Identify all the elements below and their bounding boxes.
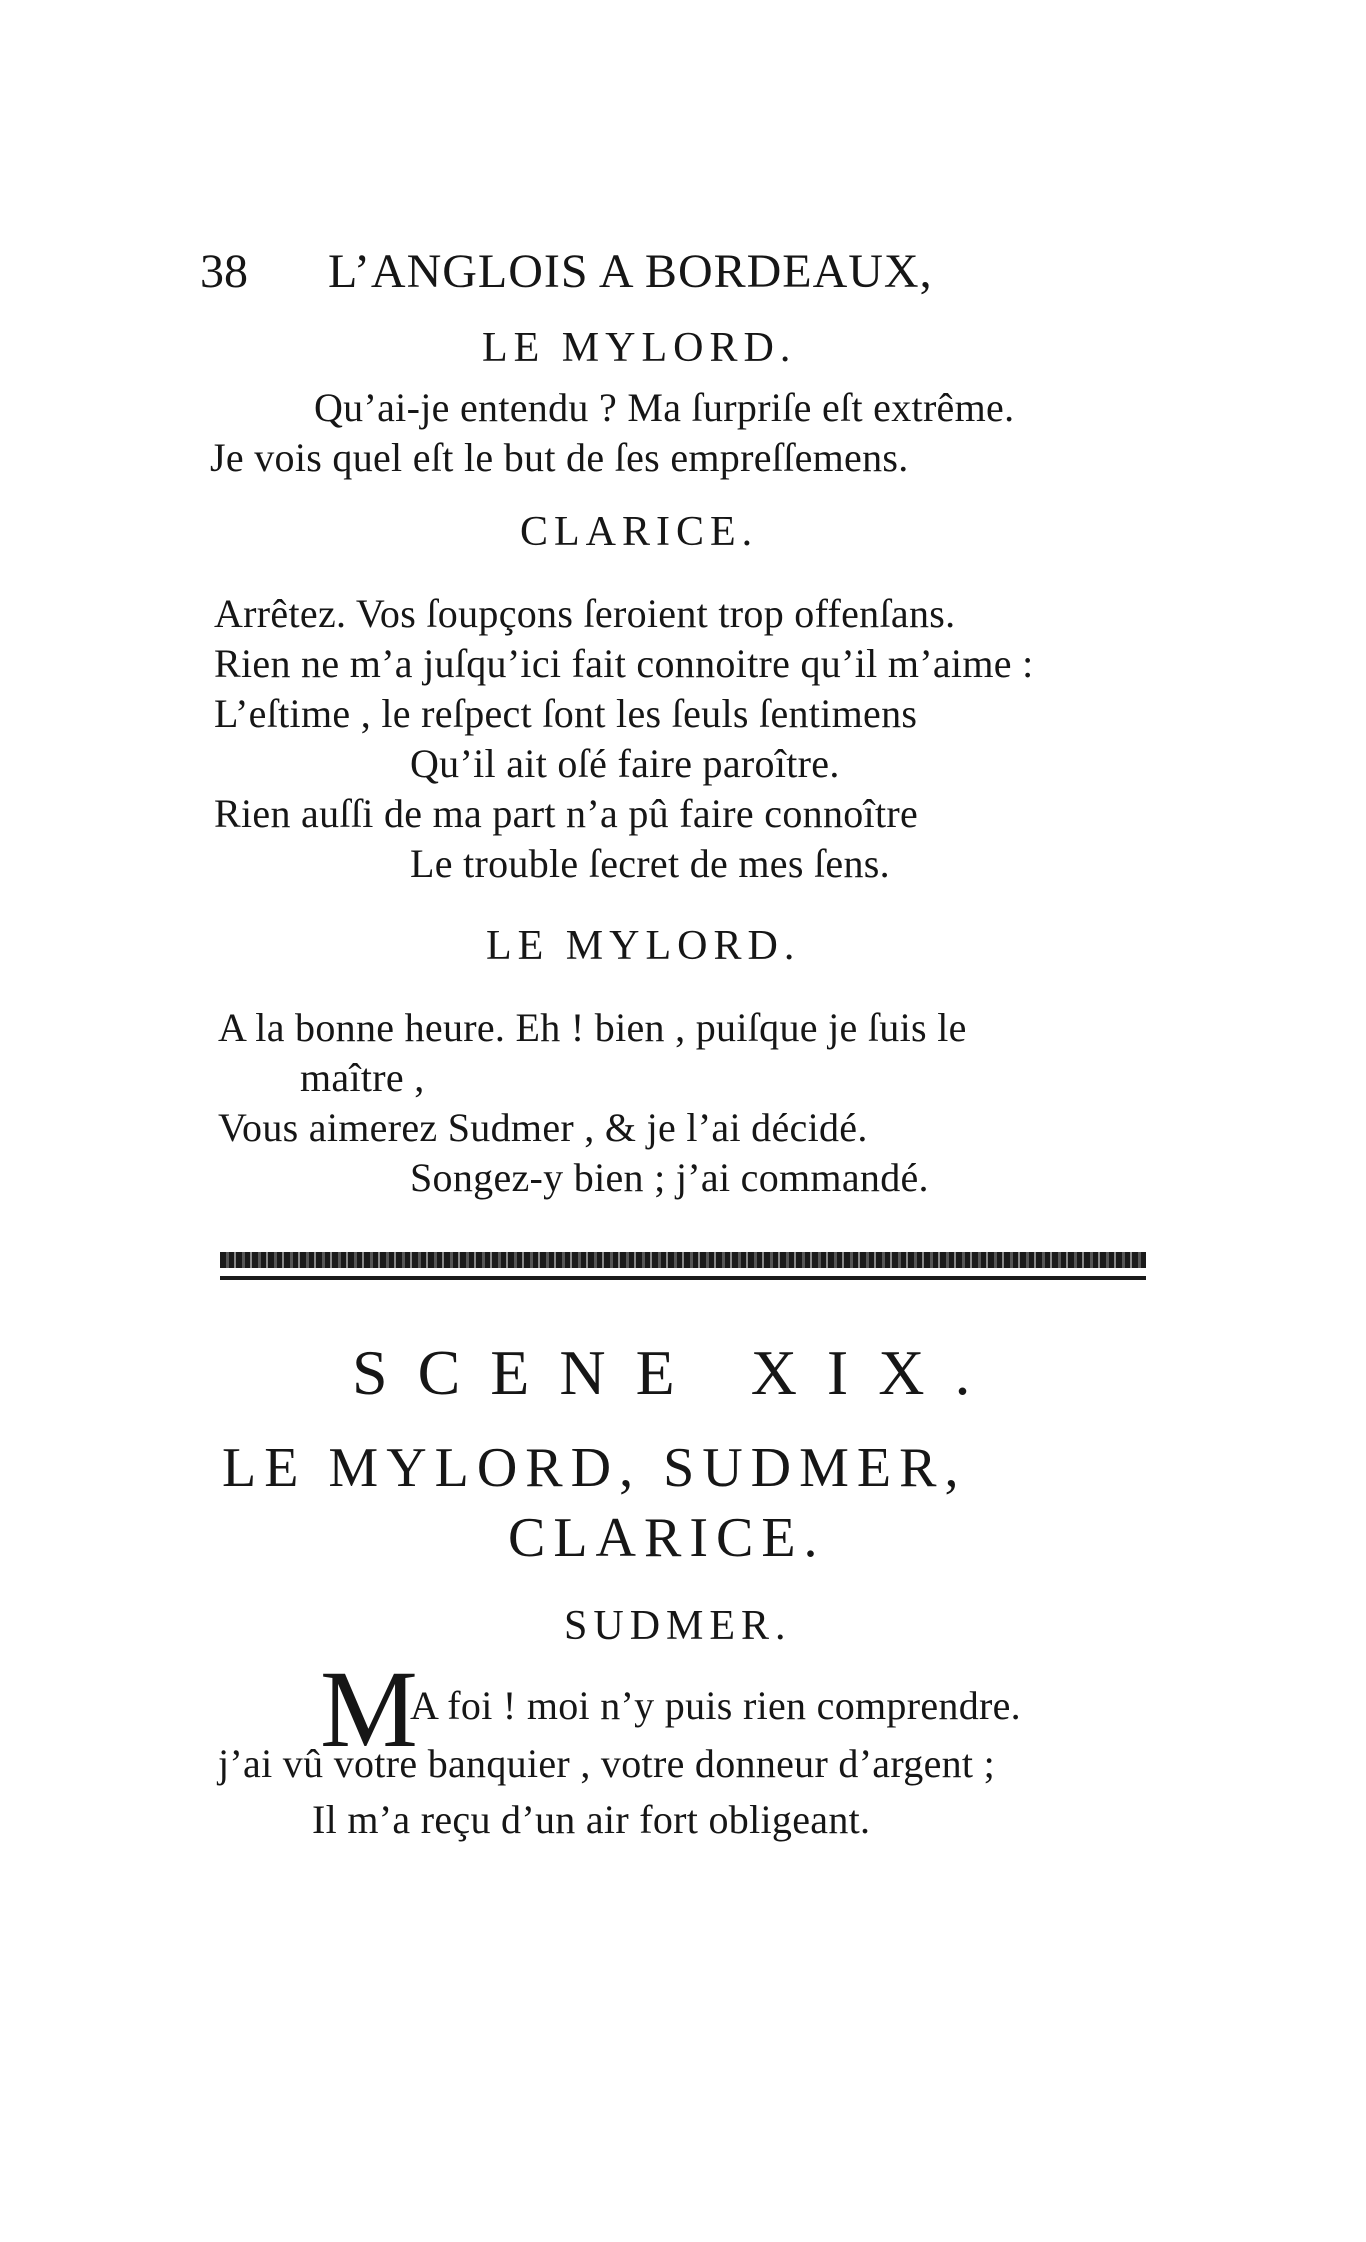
verse-line: A foi ! moi n’y puis rien comprendre.	[410, 1683, 1021, 1728]
drop-cap: M	[320, 1648, 418, 1770]
running-head: L’ANGLOIS A BORDEAUX,	[328, 245, 933, 298]
verse-line: Songez-y bien ; j’ai commandé.	[410, 1155, 929, 1200]
page-number: 38	[200, 245, 248, 298]
verse-line: Qu’il ait oſé faire paroître.	[410, 741, 840, 786]
divider-rule	[220, 1276, 1146, 1280]
verse-line: Je vois quel eſt le but de ſes empreſſemens.	[210, 435, 909, 480]
verse-line: Il m’a reçu d’un air fort obligeant.	[312, 1797, 871, 1842]
cast-list: CLARICE.	[508, 1507, 826, 1569]
verse-line: j’ai vû votre banquier , votre donneur d’argent ;	[218, 1741, 996, 1786]
verse-line: Rien auſſi de ma part n’a pû faire connoître	[214, 791, 919, 836]
verse-line: A la bonne heure. Eh ! bien , puiſque je ſuis le	[218, 1005, 967, 1050]
verse-line: L’eſtime , le reſpect ſont les ſeuls ſentimens	[214, 691, 918, 736]
verse-line: Le trouble ſecret de mes ſens.	[410, 841, 890, 886]
speaker-name: SUDMER.	[564, 1603, 792, 1649]
verse-line: Qu’ai-je entendu ? Ma ſurpriſe eſt extrême.	[314, 385, 1015, 430]
speaker-name: CLARICE.	[520, 509, 759, 555]
scene-title: SCENE XIX.	[352, 1337, 1001, 1408]
verse-line: maître ,	[300, 1055, 425, 1100]
verse-line: Rien ne m’a juſqu’ici fait connoitre qu’il m’aime :	[214, 641, 1034, 686]
verse-line: Vous aimerez Sudmer , & je l’ai décidé.	[218, 1105, 868, 1150]
verse-line: Arrêtez. Vos ſoupçons ſeroient trop offenſans.	[214, 591, 956, 636]
ornamental-band	[220, 1252, 1146, 1268]
cast-list: LE MYLORD, SUDMER,	[222, 1437, 967, 1499]
speaker-name: LE MYLORD.	[486, 923, 801, 969]
speaker-name: LE MYLORD.	[482, 325, 797, 371]
